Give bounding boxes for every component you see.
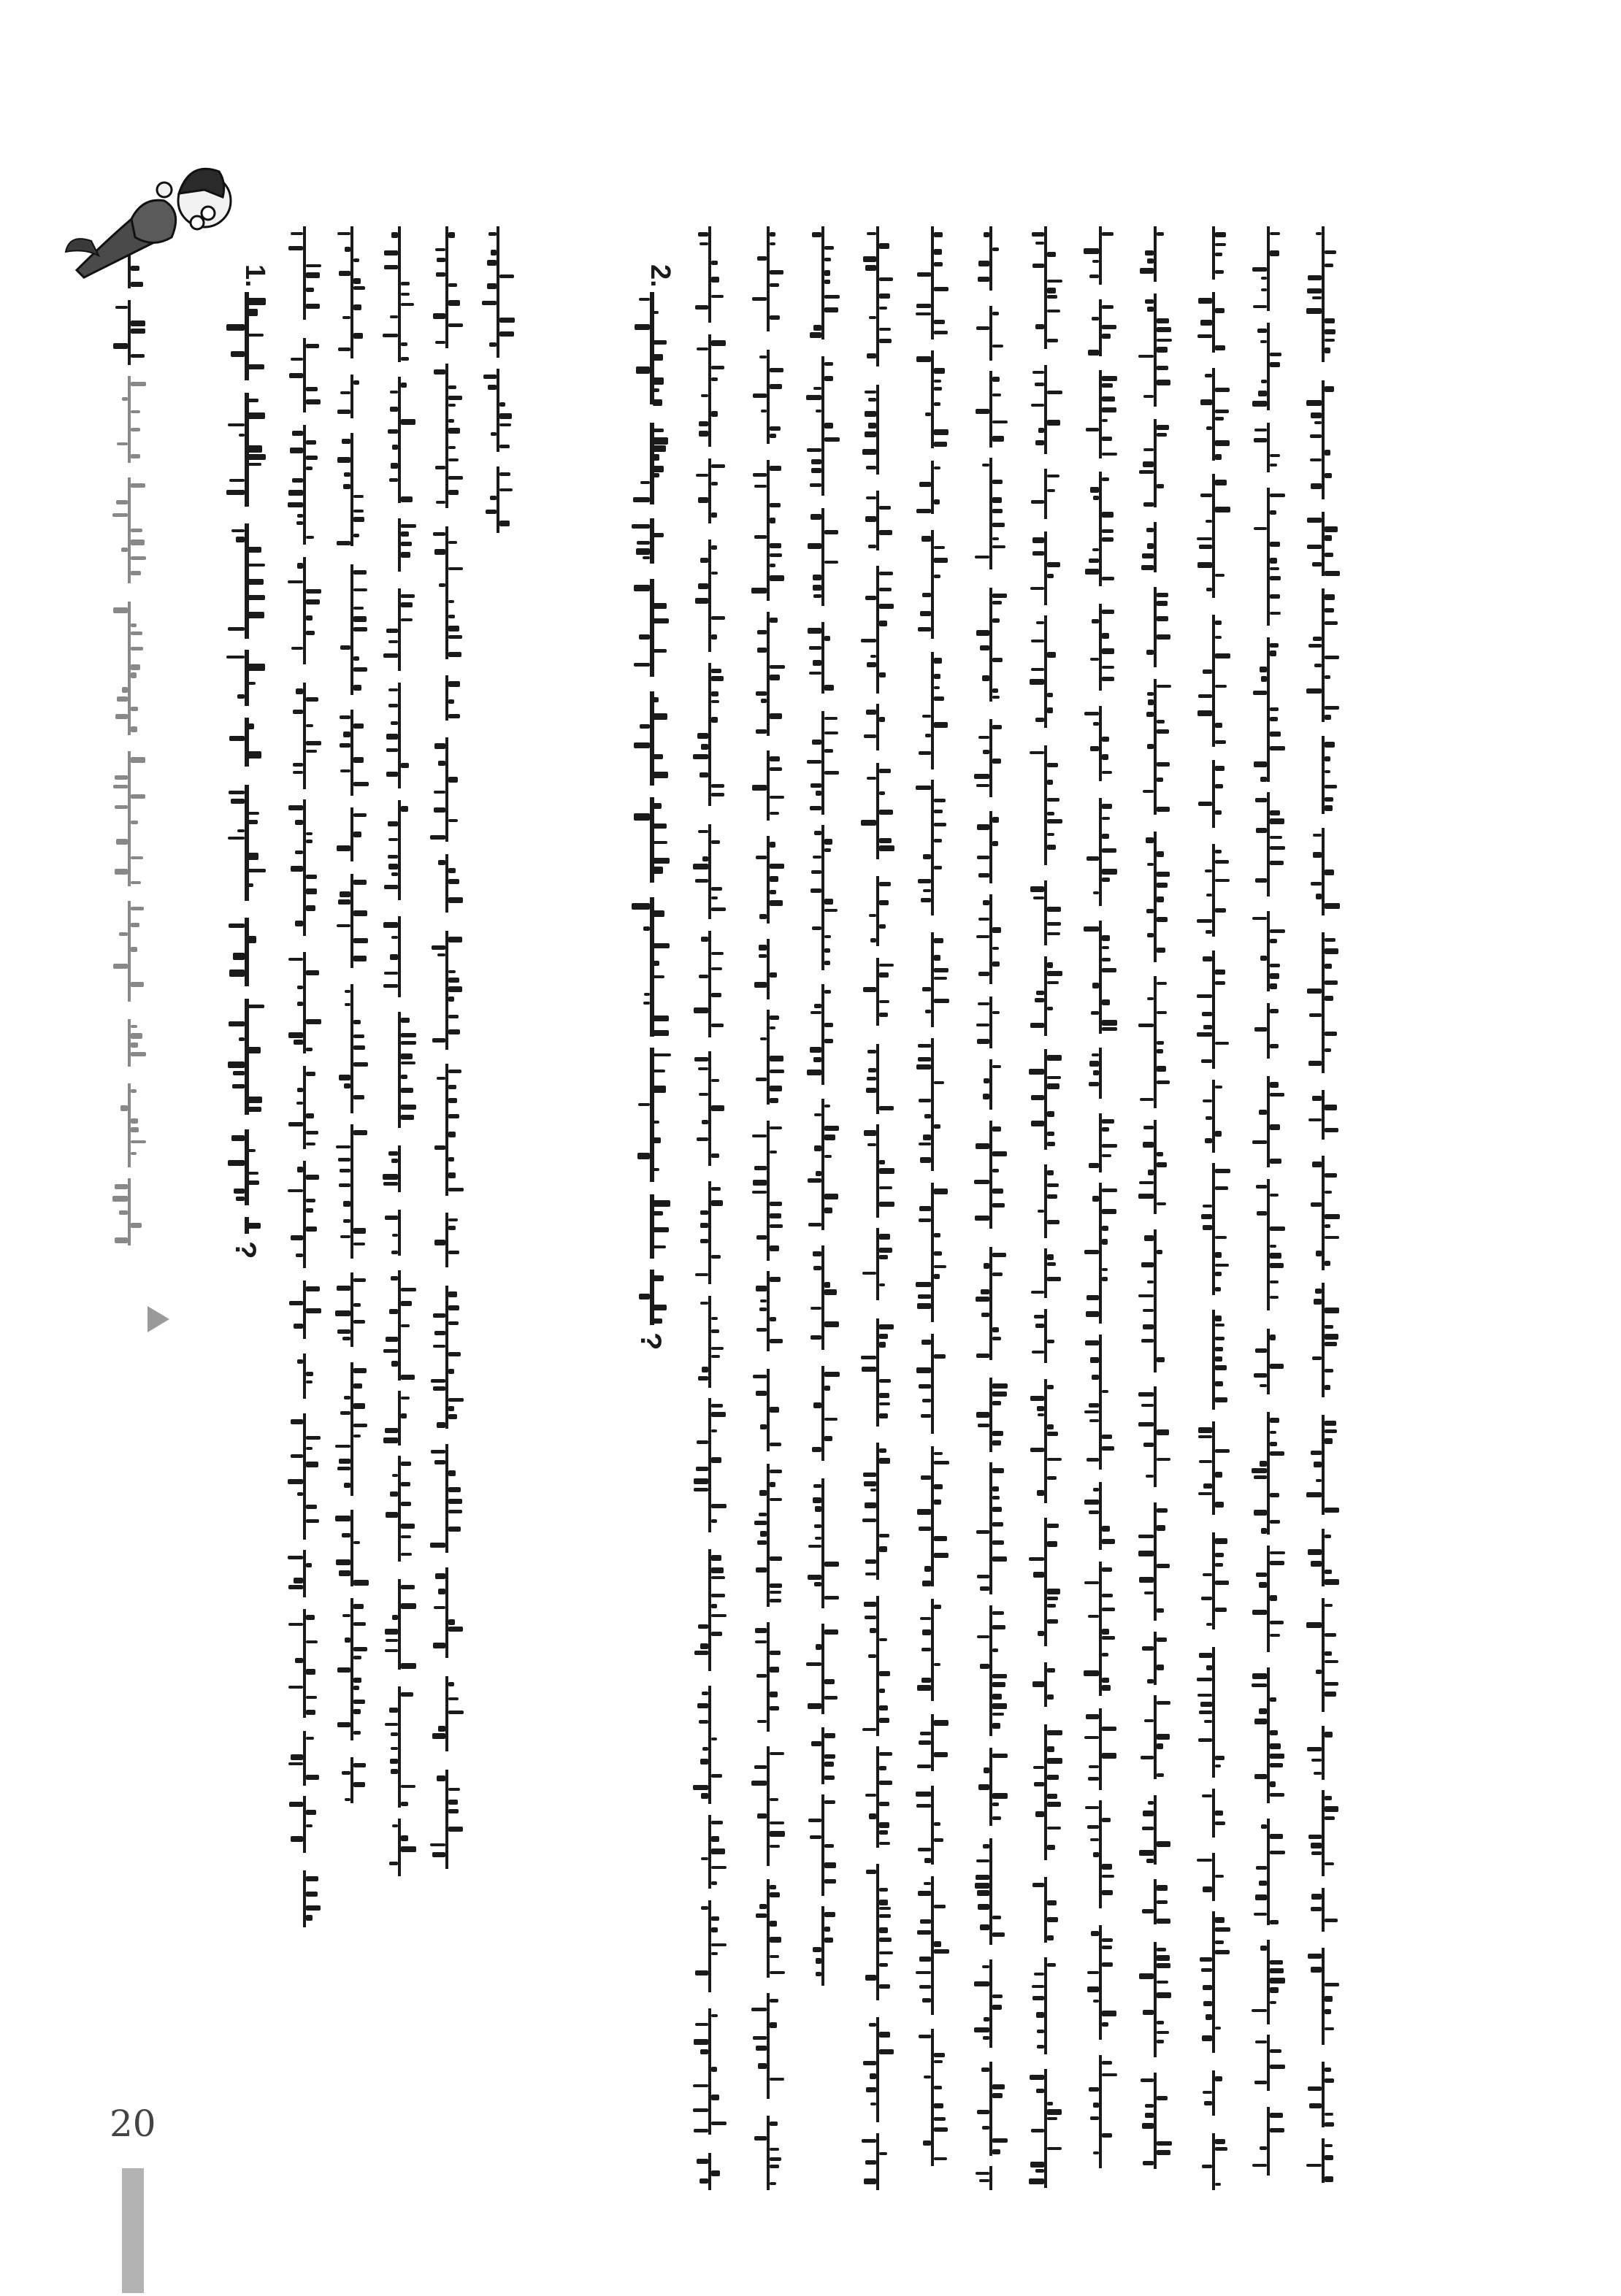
text-column — [916, 0, 949, 2293]
script-glyphs — [288, 0, 321, 2293]
text-column — [862, 0, 894, 2293]
text-column — [1252, 0, 1284, 2293]
question-heading-column — [229, 0, 270, 2293]
script-glyphs — [1030, 0, 1062, 2293]
text-column — [1197, 0, 1230, 2293]
play-triangle-icon — [145, 1303, 172, 1335]
script-glyphs — [383, 0, 415, 2293]
script-glyphs — [1307, 0, 1339, 2293]
script-glyphs — [862, 0, 894, 2293]
text-column — [336, 0, 368, 2293]
text-column — [482, 0, 514, 2293]
running-header — [113, 0, 145, 2293]
question-heading-column — [635, 0, 675, 2293]
question-number: 1. — [239, 264, 270, 288]
question-mark: ? — [635, 1332, 667, 1351]
text-column — [383, 0, 415, 2293]
script-glyphs — [1084, 0, 1116, 2293]
script-glyphs — [1197, 0, 1230, 2293]
script-glyphs — [336, 0, 368, 2293]
text-column — [431, 0, 463, 2293]
header-script-glyphs — [113, 0, 145, 2293]
text-column — [1030, 0, 1062, 2293]
mascot-illustration — [62, 131, 223, 277]
script-glyphs — [1139, 0, 1171, 2293]
text-column — [807, 0, 839, 2293]
script-glyphs — [752, 0, 784, 2293]
script-glyphs — [482, 0, 514, 2293]
text-column — [975, 0, 1007, 2293]
text-column — [1307, 0, 1339, 2293]
text-column — [288, 0, 321, 2293]
script-glyphs — [1252, 0, 1284, 2293]
text-column — [1139, 0, 1171, 2293]
page-marker-bar — [122, 2168, 144, 2293]
script-glyphs — [694, 0, 726, 2293]
question-number: 2. — [645, 264, 675, 288]
script-glyphs — [916, 0, 949, 2293]
text-column — [1084, 0, 1116, 2293]
script-glyphs — [807, 0, 839, 2293]
page-number: 20 — [110, 2103, 156, 2145]
script-glyphs — [975, 0, 1007, 2293]
question-mark: ? — [229, 1241, 261, 1259]
text-column — [752, 0, 784, 2293]
script-glyphs — [635, 0, 675, 2293]
script-glyphs — [431, 0, 463, 2293]
text-column — [694, 0, 726, 2293]
script-glyphs — [229, 0, 270, 2293]
